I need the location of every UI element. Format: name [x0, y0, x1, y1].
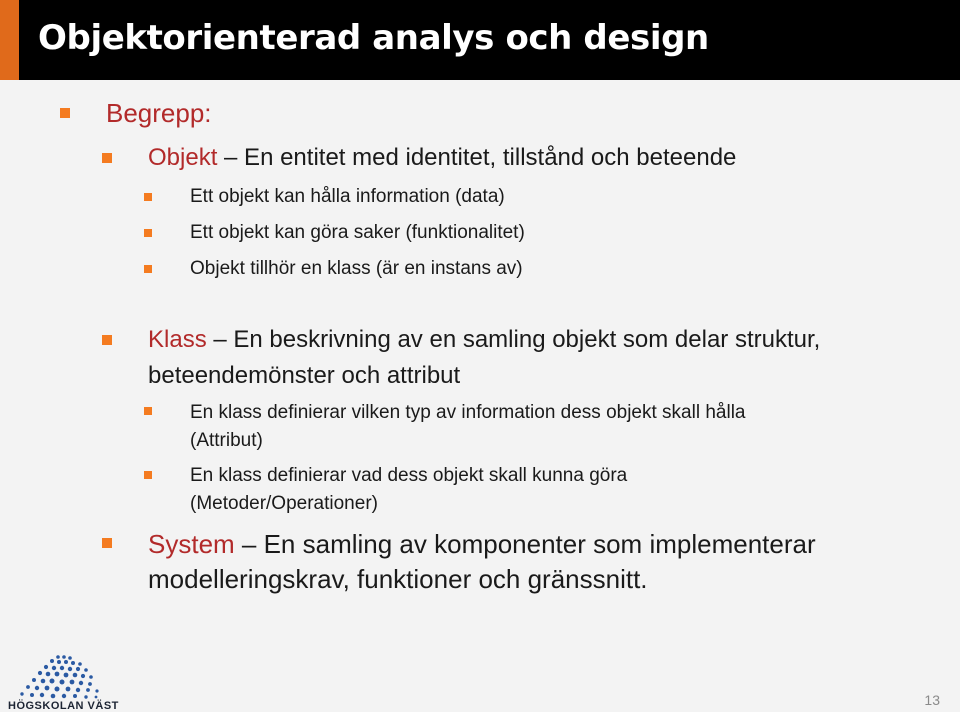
logo-text: HÖGSKOLAN VÄST	[8, 700, 119, 712]
klass-definition	[148, 326, 820, 354]
objekt-definition	[148, 144, 736, 172]
system-term: System	[148, 529, 235, 559]
klass-subitem-continued: (Attribut)	[190, 430, 263, 451]
section-heading: Begrepp:	[106, 98, 212, 128]
klass-definition-text: – En beskrivning av en samling objekt som delar struktur,	[206, 326, 821, 353]
slide-title: Objektorienterad analys och design	[38, 18, 709, 58]
klass-subitem: En klass definierar vad dess objekt skall kunna göra	[190, 465, 628, 486]
page-number: 13	[924, 692, 940, 708]
system-definition	[148, 529, 816, 560]
objekt-subitem: Ett objekt kan göra saker (funktionalitet)	[190, 222, 525, 243]
objekt-subitem: Ett objekt kan hålla information (data)	[190, 186, 505, 207]
bullet-icon	[102, 538, 112, 548]
objekt-definition-text: – En entitet med identitet, tillstånd och beteende	[217, 144, 737, 171]
bullet-icon	[144, 407, 152, 415]
system-definition-text: – En samling av komponenter som implementerar	[234, 529, 816, 559]
bullet-icon	[144, 471, 152, 479]
klass-term: Klass	[148, 326, 207, 353]
system-definition-continued: modelleringskrav, funktioner och gränssnitt.	[148, 564, 648, 594]
bullet-icon	[144, 265, 152, 273]
bullet-icon	[102, 335, 112, 345]
objekt-subitem: Objekt tillhör en klass (är en instans av)	[190, 258, 523, 279]
bullet-icon	[144, 193, 152, 201]
klass-definition-continued: beteendemönster och attribut	[148, 362, 461, 389]
klass-subitem-continued: (Metoder/Operationer)	[190, 493, 378, 514]
bullet-icon	[60, 108, 70, 118]
klass-subitem: En klass definierar vilken typ av information dess objekt skall hålla	[190, 402, 746, 423]
bullet-icon	[144, 229, 152, 237]
objekt-term: Objekt	[148, 144, 218, 171]
bullet-icon	[102, 153, 112, 163]
